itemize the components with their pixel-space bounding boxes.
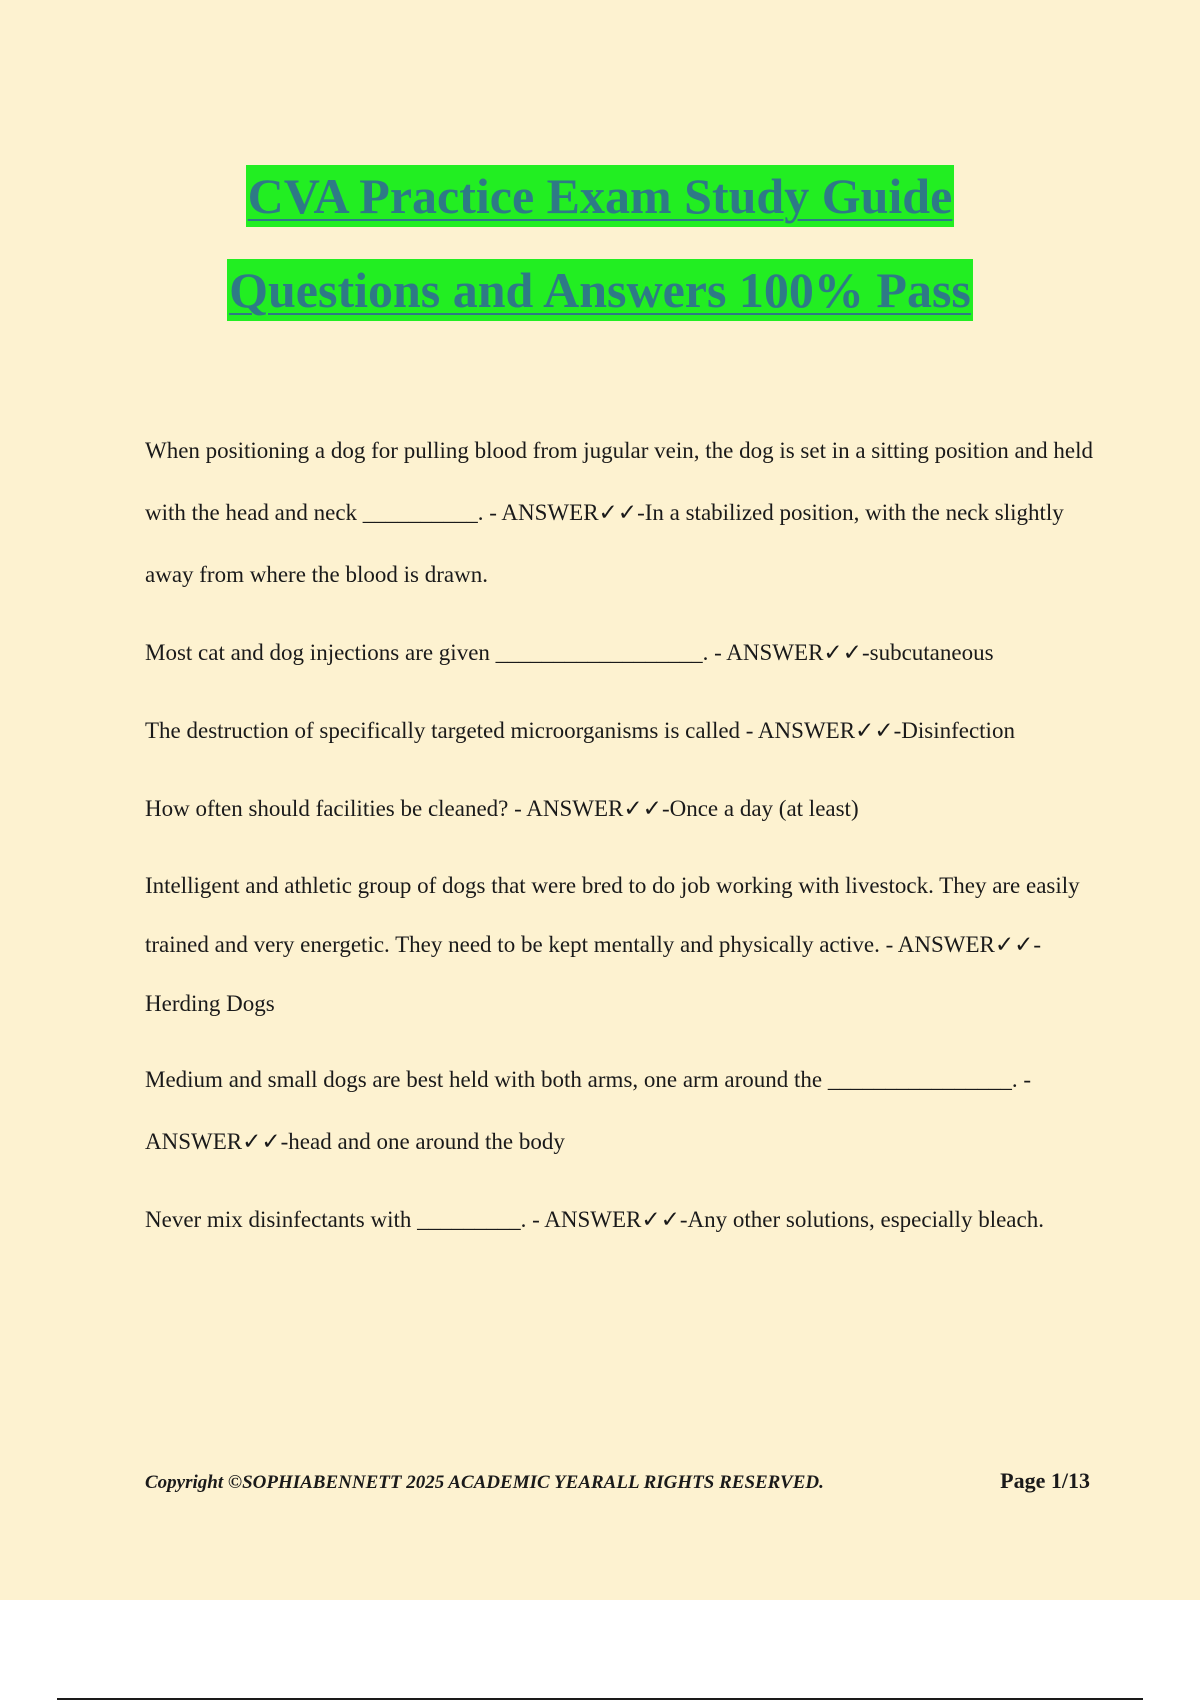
page-footer xyxy=(145,1468,1090,1494)
qa-item: Never mix disinfectants with _________. - ANSWER✓✓-Any other solutions, especially bleach. xyxy=(145,1207,1044,1232)
copyright-notice: Copyright ©SOPHIABENNETT 2025 ACADEMIC YEARALL RIGHTS RESERVED. xyxy=(145,1472,824,1493)
qa-item: Intelligent and athletic group of dogs that were bred to do job working with livestock. They are easily trained and very energetic. They need to be kept mentally and physically active. - ANSWER✓✓-Herding Dogs xyxy=(145,873,1080,1016)
qa-list xyxy=(145,420,1095,1267)
qa-item: The destruction of specifically targeted microorganisms is called - ANSWER✓✓-Disinfection xyxy=(145,718,1015,743)
qa-item: Most cat and dog injections are given __________________. - ANSWER✓✓-subcutaneous xyxy=(145,640,994,665)
qa-item: When positioning a dog for pulling blood from jugular vein, the dog is set in a sitting position and held with the head and neck __________. - ANSWER✓✓-In a stabilized position, with the neck slightly away from where the blood is drawn. xyxy=(145,438,1093,587)
title-line-1: CVA Practice Exam Study Guide xyxy=(246,165,955,227)
qa-item: How often should facilities be cleaned? - ANSWER✓✓-Once a day (at least) xyxy=(145,796,859,821)
qa-item: Medium and small dogs are best held with both arms, one arm around the ________________. - ANSWER✓✓-head and one around the body xyxy=(145,1067,1031,1154)
page-number: Page 1/13 xyxy=(1000,1468,1090,1493)
document-title xyxy=(0,165,1200,321)
title-line-2: Questions and Answers 100% Pass xyxy=(227,259,973,321)
